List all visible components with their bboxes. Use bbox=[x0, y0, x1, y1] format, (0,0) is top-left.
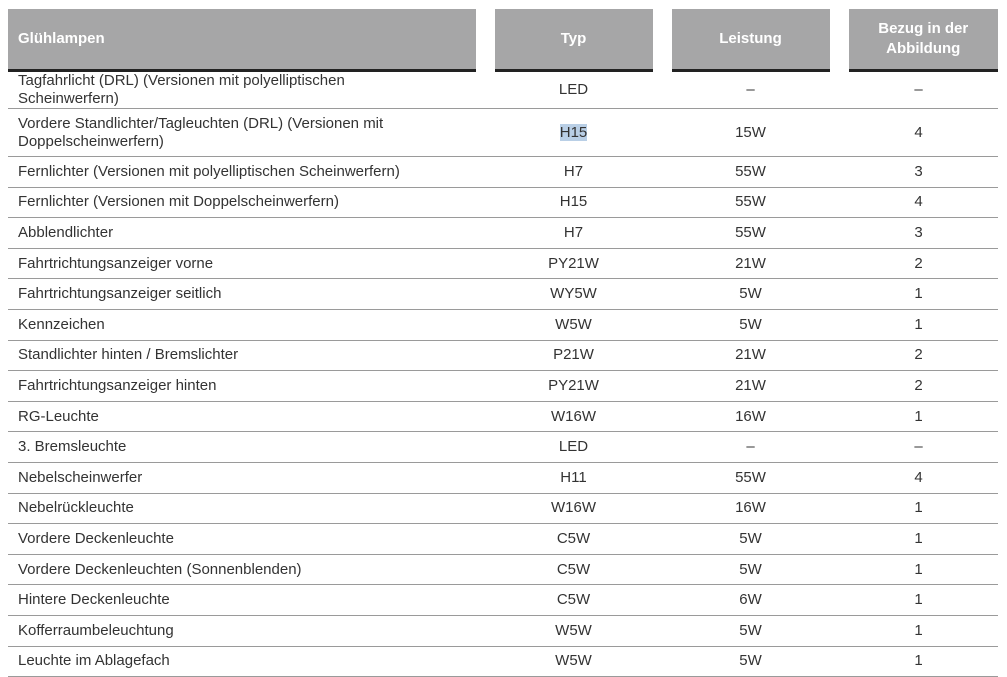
cell-leistung: 21W bbox=[662, 340, 839, 371]
cell-typ bbox=[485, 109, 662, 157]
table-row bbox=[8, 493, 998, 524]
cell-name: Fahrtrichtungsanzeiger hinten bbox=[8, 371, 485, 402]
cell-name: Kennzeichen bbox=[8, 309, 485, 340]
cell-leistung: 55W bbox=[662, 157, 839, 188]
cell-leistung: 55W bbox=[662, 187, 839, 218]
table-row bbox=[8, 309, 998, 340]
cell-typ: C5W bbox=[485, 585, 662, 616]
table-row bbox=[8, 401, 998, 432]
bulb-table-container bbox=[8, 9, 998, 677]
cell-leistung: – bbox=[662, 71, 839, 109]
cell-bezug: 4 bbox=[839, 109, 998, 157]
cell-name: Abblendlichter bbox=[8, 218, 485, 249]
cell-typ: W5W bbox=[485, 615, 662, 646]
cell-typ: H7 bbox=[485, 157, 662, 188]
selected-text-highlight[interactable]: H15 bbox=[559, 123, 588, 141]
cell-leistung: 6W bbox=[662, 585, 839, 616]
cell-name: Leuchte im Ablagefach bbox=[8, 646, 485, 677]
table-row bbox=[8, 432, 998, 463]
cell-bezug: 1 bbox=[839, 615, 998, 646]
cell-name: Fahrtrichtungsanzeiger vorne bbox=[8, 248, 485, 279]
cell-bezug: 1 bbox=[839, 524, 998, 555]
cell-bezug: 4 bbox=[839, 462, 998, 493]
table-row bbox=[8, 71, 998, 109]
bulb-table bbox=[8, 9, 998, 677]
cell-bezug: 1 bbox=[839, 279, 998, 310]
cell-typ: W16W bbox=[485, 493, 662, 524]
cell-typ: W5W bbox=[485, 646, 662, 677]
header-leistung: Leistung bbox=[662, 9, 839, 71]
cell-name: Vordere Deckenleuchte bbox=[8, 524, 485, 555]
table-row bbox=[8, 646, 998, 677]
cell-bezug: 1 bbox=[839, 554, 998, 585]
cell-leistung: 55W bbox=[662, 218, 839, 249]
cell-typ: LED bbox=[485, 71, 662, 109]
cell-bezug: 4 bbox=[839, 187, 998, 218]
table-body bbox=[8, 71, 998, 677]
cell-bezug: 1 bbox=[839, 309, 998, 340]
cell-name: Nebelrückleuchte bbox=[8, 493, 485, 524]
cell-leistung: 16W bbox=[662, 401, 839, 432]
cell-name: Hintere Deckenleuchte bbox=[8, 585, 485, 616]
table-row bbox=[8, 279, 998, 310]
table-row bbox=[8, 218, 998, 249]
table-row bbox=[8, 157, 998, 188]
cell-leistung: 5W bbox=[662, 554, 839, 585]
cell-name: Tagfahrlicht (DRL) (Versionen mit polyelliptischen Scheinwerfern) bbox=[8, 71, 485, 109]
cell-name: Standlichter hinten / Bremslichter bbox=[8, 340, 485, 371]
cell-typ: PY21W bbox=[485, 371, 662, 402]
cell-typ: H15 bbox=[485, 187, 662, 218]
cell-typ: WY5W bbox=[485, 279, 662, 310]
cell-leistung: – bbox=[662, 432, 839, 463]
table-header bbox=[8, 9, 998, 71]
cell-bezug: – bbox=[839, 71, 998, 109]
table-row bbox=[8, 187, 998, 218]
cell-bezug: 1 bbox=[839, 401, 998, 432]
table-row bbox=[8, 585, 998, 616]
cell-leistung: 5W bbox=[662, 279, 839, 310]
cell-typ: W5W bbox=[485, 309, 662, 340]
header-typ: Typ bbox=[485, 9, 662, 71]
cell-leistung: 5W bbox=[662, 646, 839, 677]
cell-name: Fernlichter (Versionen mit polyelliptischen Scheinwerfern) bbox=[8, 157, 485, 188]
cell-bezug: 1 bbox=[839, 493, 998, 524]
cell-bezug: 2 bbox=[839, 371, 998, 402]
cell-typ: C5W bbox=[485, 554, 662, 585]
table-row bbox=[8, 462, 998, 493]
cell-bezug: – bbox=[839, 432, 998, 463]
cell-typ: P21W bbox=[485, 340, 662, 371]
cell-leistung: 16W bbox=[662, 493, 839, 524]
cell-name: 3. Bremsleuchte bbox=[8, 432, 485, 463]
table-row bbox=[8, 554, 998, 585]
cell-leistung: 15W bbox=[662, 109, 839, 157]
cell-typ: H11 bbox=[485, 462, 662, 493]
table-row bbox=[8, 248, 998, 279]
cell-leistung: 5W bbox=[662, 524, 839, 555]
cell-typ: H7 bbox=[485, 218, 662, 249]
table-row bbox=[8, 340, 998, 371]
cell-bezug: 3 bbox=[839, 157, 998, 188]
cell-typ: LED bbox=[485, 432, 662, 463]
cell-name: Fernlichter (Versionen mit Doppelscheinwerfern) bbox=[8, 187, 485, 218]
cell-name: Vordere Standlichter/Tagleuchten (DRL) (Versionen mit Doppelscheinwerfern) bbox=[8, 109, 485, 157]
cell-leistung: 55W bbox=[662, 462, 839, 493]
table-row bbox=[8, 371, 998, 402]
cell-bezug: 3 bbox=[839, 218, 998, 249]
cell-leistung: 5W bbox=[662, 309, 839, 340]
cell-typ: PY21W bbox=[485, 248, 662, 279]
cell-bezug: 2 bbox=[839, 248, 998, 279]
header-row bbox=[8, 9, 998, 71]
cell-name: Vordere Deckenleuchten (Sonnenblenden) bbox=[8, 554, 485, 585]
cell-bezug: 1 bbox=[839, 646, 998, 677]
table-row bbox=[8, 109, 998, 157]
cell-bezug: 1 bbox=[839, 585, 998, 616]
table-row bbox=[8, 615, 998, 646]
cell-name: Nebelscheinwerfer bbox=[8, 462, 485, 493]
cell-typ: W16W bbox=[485, 401, 662, 432]
cell-leistung: 5W bbox=[662, 615, 839, 646]
cell-name: Fahrtrichtungsanzeiger seitlich bbox=[8, 279, 485, 310]
cell-leistung: 21W bbox=[662, 371, 839, 402]
header-bezug: Bezug in der Abbildung bbox=[839, 9, 998, 71]
cell-typ: C5W bbox=[485, 524, 662, 555]
cell-leistung: 21W bbox=[662, 248, 839, 279]
table-row bbox=[8, 524, 998, 555]
cell-name: RG-Leuchte bbox=[8, 401, 485, 432]
cell-bezug: 2 bbox=[839, 340, 998, 371]
cell-name: Kofferraumbeleuchtung bbox=[8, 615, 485, 646]
header-gluehlampen: Glühlampen bbox=[8, 9, 485, 71]
